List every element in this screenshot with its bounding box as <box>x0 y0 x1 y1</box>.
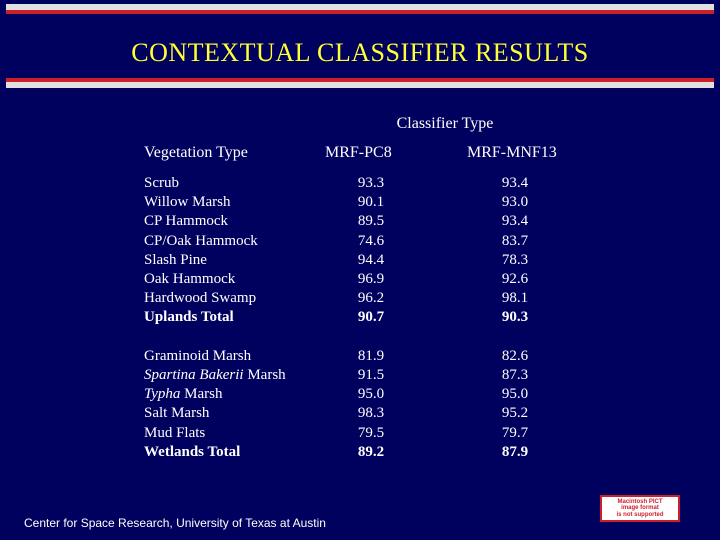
placeholder-line: is not supported <box>616 511 664 518</box>
row-value-mnf13: 93.4 <box>501 175 529 191</box>
row-value-pc8: 90.1 <box>357 194 385 210</box>
unsupported-image-placeholder <box>600 495 680 522</box>
wetlands-total-label: Wetlands Total <box>144 444 241 460</box>
row-label-rest: Marsh <box>243 367 286 383</box>
row-value-mnf13: 95.2 <box>501 405 529 421</box>
row-value-pc8: 94.4 <box>357 252 385 268</box>
row-label: Hardwood Swamp <box>144 290 257 306</box>
row-value-mnf13: 93.4 <box>501 213 529 229</box>
row-label: Oak Hammock <box>144 271 236 287</box>
row-value-pc8: 95.0 <box>357 386 385 402</box>
row-value-mnf13: 98.1 <box>501 290 529 306</box>
page-title: CONTEXTUAL CLASSIFIER RESULTS <box>131 38 589 67</box>
row-value-mnf13: 95.0 <box>501 386 529 402</box>
row-label: Salt Marsh <box>144 405 210 421</box>
row-label <box>144 385 222 404</box>
wetlands-total-mnf13: 87.9 <box>501 444 529 460</box>
row-value-pc8: 98.3 <box>357 405 385 421</box>
row-value-pc8: 96.9 <box>357 271 385 287</box>
classifier-type-header: Classifier Type <box>396 115 494 132</box>
row-value-pc8: 93.3 <box>357 175 385 191</box>
row-value-pc8: 91.5 <box>357 367 385 383</box>
row-label: Scrub <box>144 175 179 191</box>
row-label <box>144 366 286 385</box>
row-value-mnf13: 78.3 <box>501 252 529 268</box>
uplands-total-pc8: 90.7 <box>357 309 385 325</box>
row-label: Mud Flats <box>144 425 206 441</box>
row-label: Willow Marsh <box>144 194 231 210</box>
row-value-mnf13: 79.7 <box>501 425 529 441</box>
row-value-pc8: 74.6 <box>357 233 385 249</box>
row-value-mnf13: 82.6 <box>501 348 529 364</box>
placeholder-text <box>617 499 664 519</box>
row-label: Slash Pine <box>144 252 207 268</box>
row-value-mnf13: 92.6 <box>501 271 529 287</box>
uplands-total-label: Uplands Total <box>144 309 234 325</box>
placeholder-line: image format <box>621 505 659 512</box>
wetlands-total-pc8: 89.2 <box>357 444 385 460</box>
row-value-mnf13: 93.0 <box>501 194 529 210</box>
row-label-rest: Marsh <box>180 386 223 402</box>
footer-credit: Center for Space Research, University of Texas at Austin <box>24 516 326 530</box>
row-label: CP Hammock <box>144 213 229 229</box>
row-value-pc8: 96.2 <box>357 290 385 306</box>
row-label-italic: Typha <box>144 386 181 402</box>
row-value-pc8: 81.9 <box>357 348 385 364</box>
row-label-italic: Spartina Bakerii <box>144 367 244 383</box>
title-banner <box>6 4 714 88</box>
mrf-pc8-header: MRF-PC8 <box>325 144 392 161</box>
row-value-mnf13: 83.7 <box>501 233 529 249</box>
row-value-pc8: 79.5 <box>357 425 385 441</box>
uplands-total-mnf13: 90.3 <box>501 309 529 325</box>
row-value-pc8: 89.5 <box>357 213 385 229</box>
row-label: Graminoid Marsh <box>144 348 252 364</box>
row-value-mnf13: 87.3 <box>501 367 529 383</box>
row-label: CP/Oak Hammock <box>144 233 258 249</box>
mrf-mnf13-header: MRF-MNF13 <box>467 144 557 161</box>
vegetation-type-header: Vegetation Type <box>144 144 248 161</box>
placeholder-line: Macintosh PICT <box>617 498 663 505</box>
